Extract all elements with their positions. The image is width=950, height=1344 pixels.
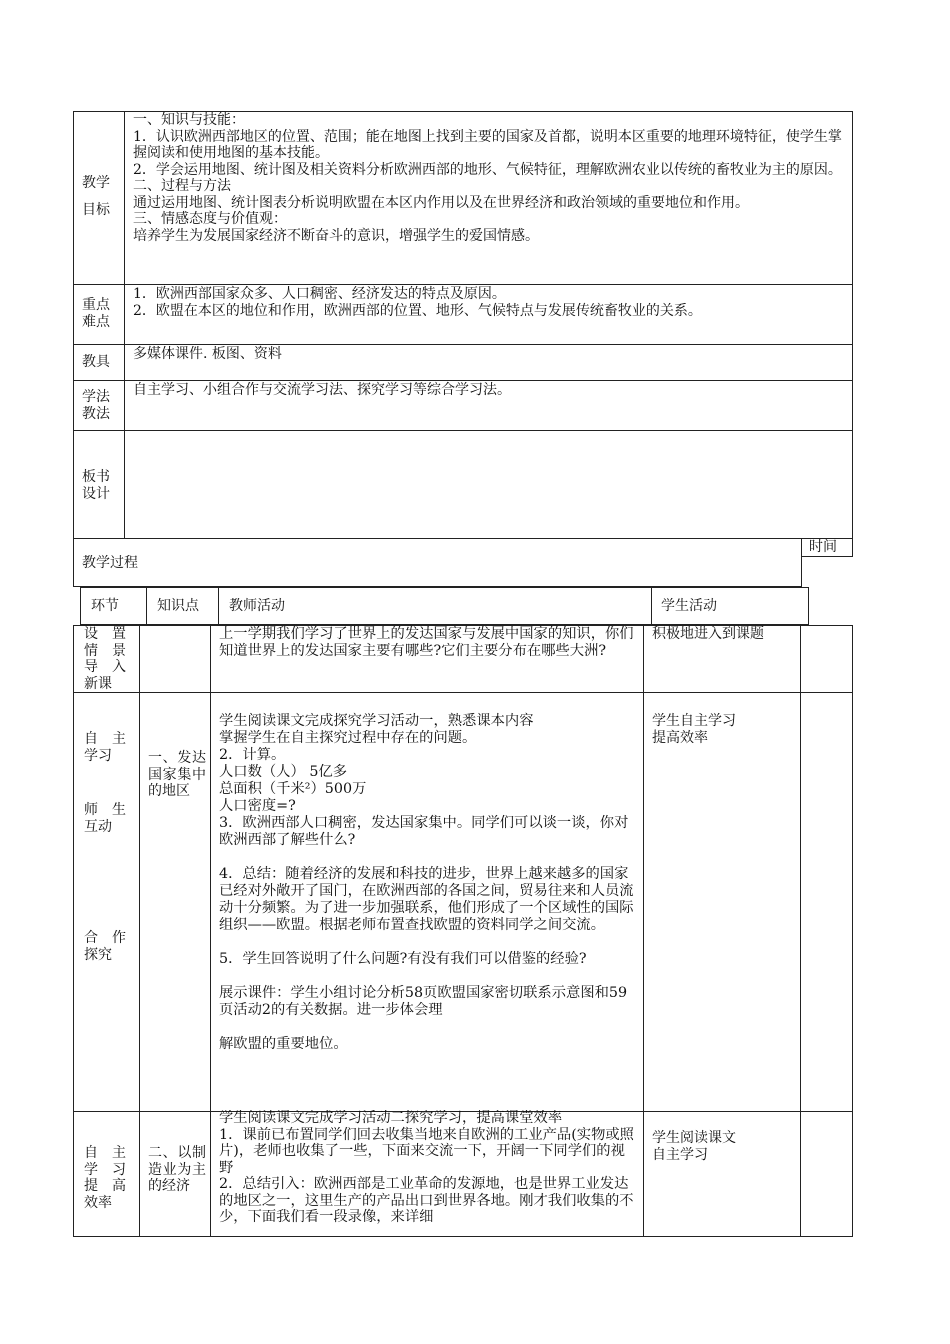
row-3-stage: 自 主 学 习 提 高 效率 <box>84 1145 126 1211</box>
time-label: 时间 <box>809 539 837 555</box>
goals-line: 1．认识欧洲西部地区的位置、范围；能在地图上找到主要的国家及首都，说明本区重要的地理环境特征，使学生掌握阅读和使用地图的基本技能。 <box>133 128 842 161</box>
goals-label: 教学 目标 <box>82 175 110 218</box>
method-content: 自主学习、小组合作与交流学习法、探究学习等综合学习法。 <box>133 382 511 398</box>
row-2-stage-c: 合 作 探究 <box>84 930 126 963</box>
teacher-line: 学生阅读课文完成学习活动二探究学习，提高课堂效率 <box>219 1110 563 1126</box>
teacher-line <box>219 849 635 866</box>
teacher-line: 3．欧洲西部人口稠密，发达国家集中。同学们可以谈一谈，你对欧洲西部了解些什么? <box>219 815 629 848</box>
row-3-student: 学生阅读课文 自主学习 <box>652 1130 736 1163</box>
board-design-label: 板书 设计 <box>82 469 110 502</box>
row-2-teacher <box>219 713 635 1053</box>
header-stage: 环节 <box>91 598 119 614</box>
header-divider <box>651 587 652 625</box>
teacher-line: 4．总结：随着经济的发展和科技的进步，世界上越来越多的国家已经对外敞开了国门，在欧洲西部的各国之间，贸易往来和人员流动十分频繁。为了进一步加强联系，他们形成了一个区域性的国际组织——欧盟。根据老师布置查找欧盟的资料同学之间交流。 <box>219 866 634 933</box>
header-teacher-activity: 教师活动 <box>229 598 285 614</box>
process-title: 教学过程 <box>82 555 138 571</box>
table-divider <box>73 344 853 345</box>
process-title-box <box>73 538 802 587</box>
header-knowledge-point: 知识点 <box>157 598 199 614</box>
tools-label: 教具 <box>82 354 110 370</box>
teacher-line: 总面积（千米²）500万 <box>219 781 367 797</box>
method-label: 学法 教法 <box>82 389 110 422</box>
row-1-student: 积极地进入到课题 <box>652 626 764 642</box>
goals-line: 一、知识与技能： <box>133 112 245 128</box>
goals-line: 三、情感态度与价值观： <box>133 211 287 227</box>
goals-line: 2．学会运用地图、统计图及相关资料分析欧洲西部的地形、气候特征，理解欧洲农业以传统的畜牧业为主的原因。 <box>133 161 842 178</box>
teacher-line: 2．总结引入：欧洲西部是工业革命的发源地，也是世界工业发达的地区之一，这里生产的产品出口到世界各地。刚才我们收集的不少，下面我们看一段录像，来详细 <box>219 1176 634 1225</box>
row-1-stage: 设 置 情 景 导 入 新课 <box>84 626 126 692</box>
key-points-label: 重点 难点 <box>82 297 110 330</box>
teacher-line <box>219 934 635 951</box>
table-divider <box>73 284 853 285</box>
column-divider <box>139 625 140 1237</box>
table-divider <box>73 380 853 381</box>
teacher-line: 1．课前已布置同学们回去收集当地来自欧洲的工业产品(实物或照片)，老师也收集了一些，下面来交流一下，开阔一下同学们的视野 <box>219 1126 634 1176</box>
row-2-knowledge-point: 一、发达国家集中的地区 <box>148 750 206 799</box>
key-point-line: 1．欧洲西部国家众多、人口稠密、经济发达的特点及原因。 <box>133 286 506 302</box>
header-divider <box>146 587 147 625</box>
teacher-line: 5．学生回答说明了什么问题?有没有我们可以借鉴的经验? <box>219 951 587 967</box>
teacher-line: 学生阅读课文完成探究学习活动一，熟悉课本内容 <box>219 713 534 729</box>
tools-content: 多媒体课件. 板图、资料 <box>133 346 282 362</box>
teacher-line: 2．计算。 <box>219 747 286 763</box>
row-2-stage-b: 师 生 互动 <box>84 802 126 835</box>
teacher-line: 人口数（人） 5亿多 <box>219 764 348 780</box>
row-2-student: 学生自主学习 提高效率 <box>652 713 736 746</box>
header-student-activity: 学生活动 <box>661 598 717 614</box>
row-1-teacher: 上一学期我们学习了世界上的发达国家与发展中国家的知识，你们知道世界上的发达国家主要有哪些?它们主要分布在哪些大洲? <box>219 626 634 659</box>
row-2-stage-a: 自 主 学习 <box>84 731 126 764</box>
teacher-line: 掌握学生在自主探究过程中存在的问题。 <box>219 730 477 746</box>
key-points-content <box>133 286 845 319</box>
header-divider <box>218 587 219 625</box>
teacher-line: 人口密度=? <box>219 798 296 814</box>
goals-line: 二、过程与方法 <box>133 178 231 194</box>
column-divider <box>643 625 644 1237</box>
key-point-line: 2．欧盟在本区的地位和作用，欧洲西部的位置、地形、气候特点与发展传统畜牧业的关系。 <box>133 302 702 319</box>
column-divider <box>210 625 211 1237</box>
row-3-teacher <box>219 1110 635 1235</box>
goals-content <box>133 112 845 244</box>
teacher-line: 解欧盟的重要地位。 <box>219 1036 348 1052</box>
goals-line: 通过运用地图、统计图表分析说明欧盟在本区内作用以及在世界经济和政治领域的重要地位和作用。 <box>133 194 749 211</box>
row-divider <box>73 692 853 693</box>
teacher-line <box>219 1019 635 1036</box>
teacher-line <box>219 968 635 985</box>
table-divider <box>124 111 125 539</box>
goals-line: 培养学生为发展国家经济不断奋斗的意识，增强学生的爱国情感。 <box>133 227 539 244</box>
teacher-line: 展示课件：学生小组讨论分析58页欧盟国家密切联系示意图和59页活动2的有关数据。进一步体会理 <box>219 985 628 1018</box>
table-divider <box>73 430 853 431</box>
row-3-knowledge-point: 二、以制造业为主的经济 <box>148 1145 206 1194</box>
column-divider <box>800 625 801 1237</box>
